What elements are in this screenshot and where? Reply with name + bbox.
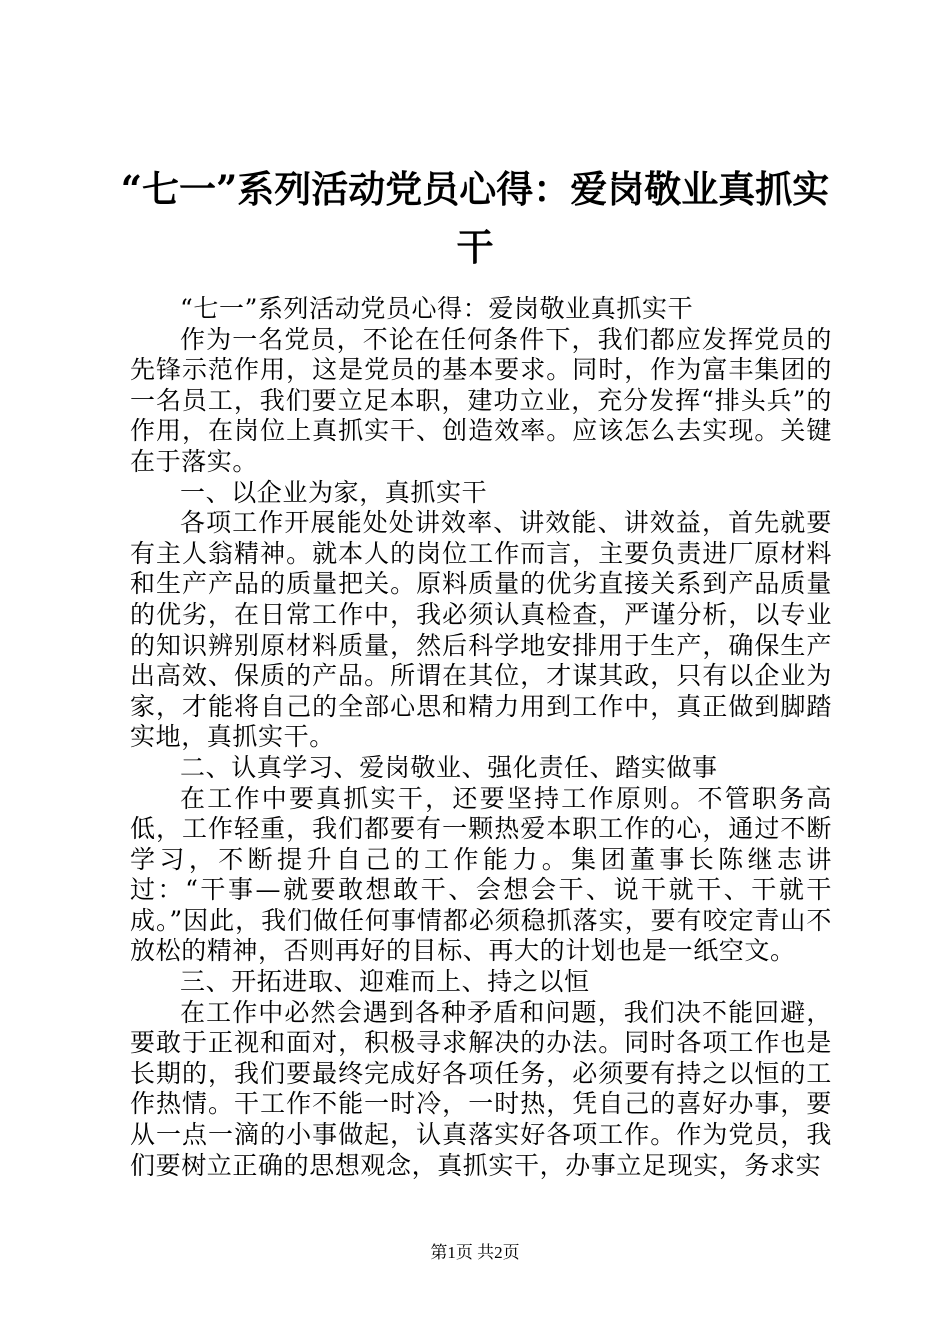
- intro-paragraph: 作为一名党员，不论在任何条件下，我们都应发挥党员的先锋示范作用，这是党员的基本要求。同时，作为富丰集团的一名员工，我们要立足本职，建功立业，充分发挥“排头兵”的作用，在岗位上真抓实干、创造效率。应该怎么去实现。关键在于落实。: [130, 324, 832, 476]
- document-body: [130, 294, 832, 1181]
- section-heading-3: 三、开拓进取、迎难而上、持之以恒: [180, 967, 590, 997]
- page-number-footer: 第1页 共2页: [430, 1243, 520, 1262]
- document-title: “七一”系列活动党员心得：爱岗敬业真抓实干: [120, 167, 830, 269]
- section-2-paragraph: 在工作中要真抓实干，还要坚持工作原则。不管职务高低，工作轻重，我们都要有一颗热爱本职工作的心，通过不断学习，不断提升自己的工作能力。集团董事长陈继志讲过：“干事—就要敢想敢干、会想会干、说干就干、干就干成。”因此，我们做任何事情都必须稳抓落实，要有咬定青山不放松的精神，否则再好的目标、再大的计划也是一纸空文。: [130, 783, 832, 966]
- section-heading-2: 二、认真学习、爱岗敬业、强化责任、踏实做事: [180, 752, 718, 782]
- subtitle-line: “七一”系列活动党员心得：爱岗敬业真抓实干: [180, 294, 694, 323]
- section-1-paragraph: 各项工作开展能处处讲效率、讲效能、讲效益，首先就要有主人翁精神。就本人的岗位工作而言，主要负责进厂原材料和生产产品的质量把关。原料质量的优劣直接关系到产品质量的优劣，在日常工作中，我必须认真检查，严谨分析，以专业的知识辨别原材料质量，然后科学地安排用于生产，确保生产出高效、保质的产品。所谓在其位，才谋其政，只有以企业为家，才能将自己的全部心思和精力用到工作中，真正做到脚踏实地，真抓实干。: [130, 508, 832, 752]
- section-heading-1: 一、以企业为家，真抓实干: [180, 477, 488, 507]
- section-3-paragraph: 在工作中必然会遇到各种矛盾和问题，我们决不能回避，要敢于正视和面对，积极寻求解决的办法。同时各项工作也是长期的，我们要最终完成好各项任务，必须要有持之以恒的工作热情。干工作不能一时冷，一时热，凭自己的喜好办事，要从一点一滴的小事做起，认真落实好各项工作。作为党员，我们要树立正确的思想观念，真抓实干，办事立足现实，务求实: [130, 997, 832, 1180]
